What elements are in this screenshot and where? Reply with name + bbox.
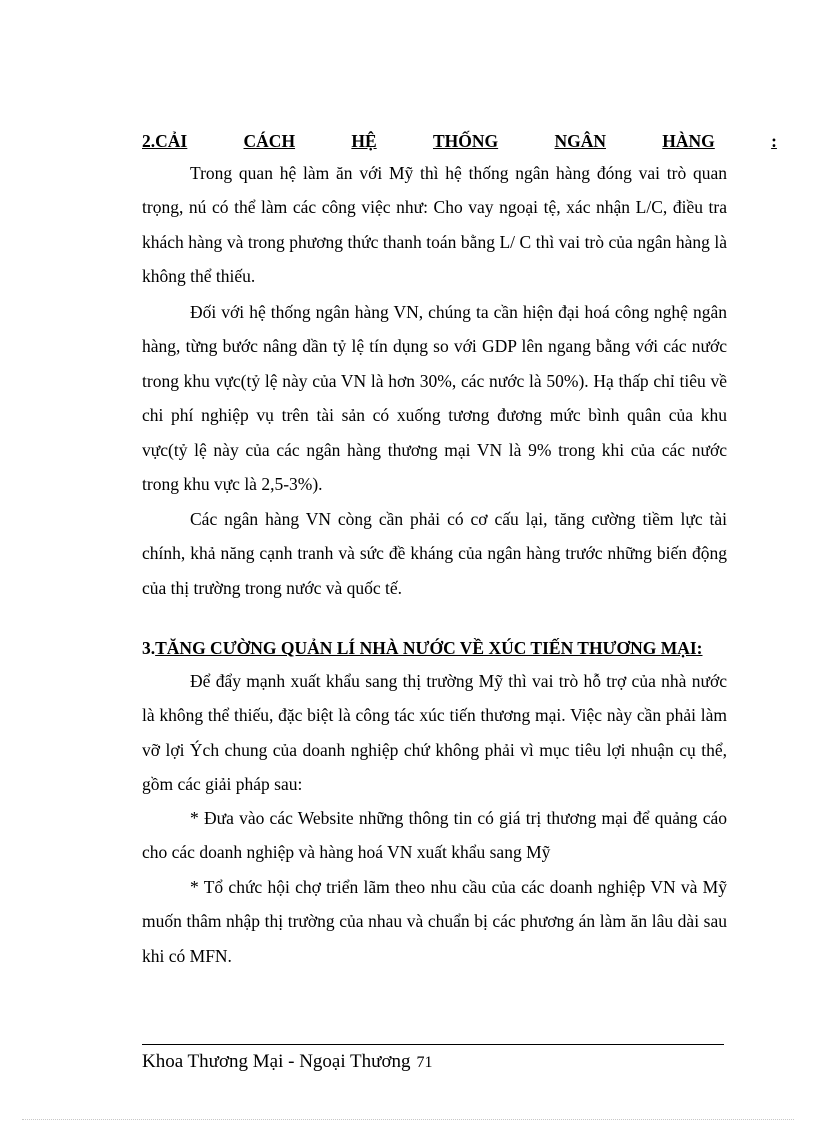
bullet-paragraph: * Đưa vào các Website những thông tin có giá trị thương mại để quảng cáo cho các doanh nghiệp và hàng hoá VN xuất khẩu sang Mỹ xyxy=(142,808,727,863)
page-number: 71 xyxy=(416,1054,433,1071)
heading-word-4: THỐNG xyxy=(432,131,499,151)
bullet-paragraph: * Tổ chức hội chợ triển lãm theo nhu cầu của các doanh nghiệp VN và Mỹ muốn thâm nhập thị trường của nhau và chuẩn bị các phương án làm ăn lâu dài sau khi có MFN. xyxy=(142,877,727,966)
section-number: 2. xyxy=(142,131,156,151)
heading-word-5: NGÂN xyxy=(554,131,606,151)
paragraph: Trong quan hệ làm ăn với Mỹ thì hệ thống ngân hàng đóng vai trò quan trọng, nú có thể làm các công việc như: Cho vay ngoại tệ, xác nhận L/C, điều tra khách hàng và trong phương thức thanh toán bằng L/ C thì vai trò của ngân hàng là không thể thiếu. xyxy=(142,163,727,287)
heading-word-7: : xyxy=(771,131,777,151)
heading-word xyxy=(142,129,187,153)
section-2-heading xyxy=(142,129,777,153)
heading-word-2: CÁCH xyxy=(243,131,296,151)
heading-word-6: HÀNG xyxy=(662,131,715,151)
heading-word-1: CẢI xyxy=(155,131,188,151)
paragraph: Để đẩy mạnh xuất khẩu sang thị trường Mỹ thì vai trò hỗ trợ của nhà nước là không thể thiếu, đặc biệt là công tác xúc tiến thương mại. Việc này cần phải làm vỡ lợi Ých chung của doanh nghiệp chứ không phải vì mục tiêu lợi nhuận cụ thể, gồm các giải pháp sau: xyxy=(142,671,727,795)
footer-divider xyxy=(142,1044,724,1045)
heading-word-3: HỆ xyxy=(351,131,377,151)
paragraph: Các ngân hàng VN còng cần phải có cơ cấu lại, tăng cường tiềm lực tài chính, khả năng cạnh tranh và sức đề kháng của ngân hàng trước những biến động của thị trường trong nước và quốc tế. xyxy=(142,509,727,598)
section-number: 3. xyxy=(142,638,156,658)
page-boundary xyxy=(22,1119,794,1120)
page-footer xyxy=(142,1050,433,1075)
section-title: TĂNG CƯỜNG QUẢN LÍ NHÀ NƯỚC VỀ XÚC TIẾN THƯƠNG MẠI: xyxy=(155,638,703,658)
section-3-heading xyxy=(142,636,703,660)
footer-department: Khoa Thương Mại - Ngoại Thương xyxy=(142,1051,411,1072)
paragraph: Đối với hệ thống ngân hàng VN, chúng ta cần hiện đại hoá công nghệ ngân hàng, từng bước nâng dần tỷ lệ tín dụng so với GDP lên ngang bằng với các nước trong khu vực(tỷ lệ này của VN là hơn 30%, các nước là 50%). Hạ thấp chỉ tiêu về chi phí nghiệp vụ trên tài sản có xuống tương đương mức bình quân của khu vực(tỷ lệ này của các ngân hàng thương mại VN là 9% trong khi của các nước trong khu vực là 2,5-3%). xyxy=(142,302,727,495)
